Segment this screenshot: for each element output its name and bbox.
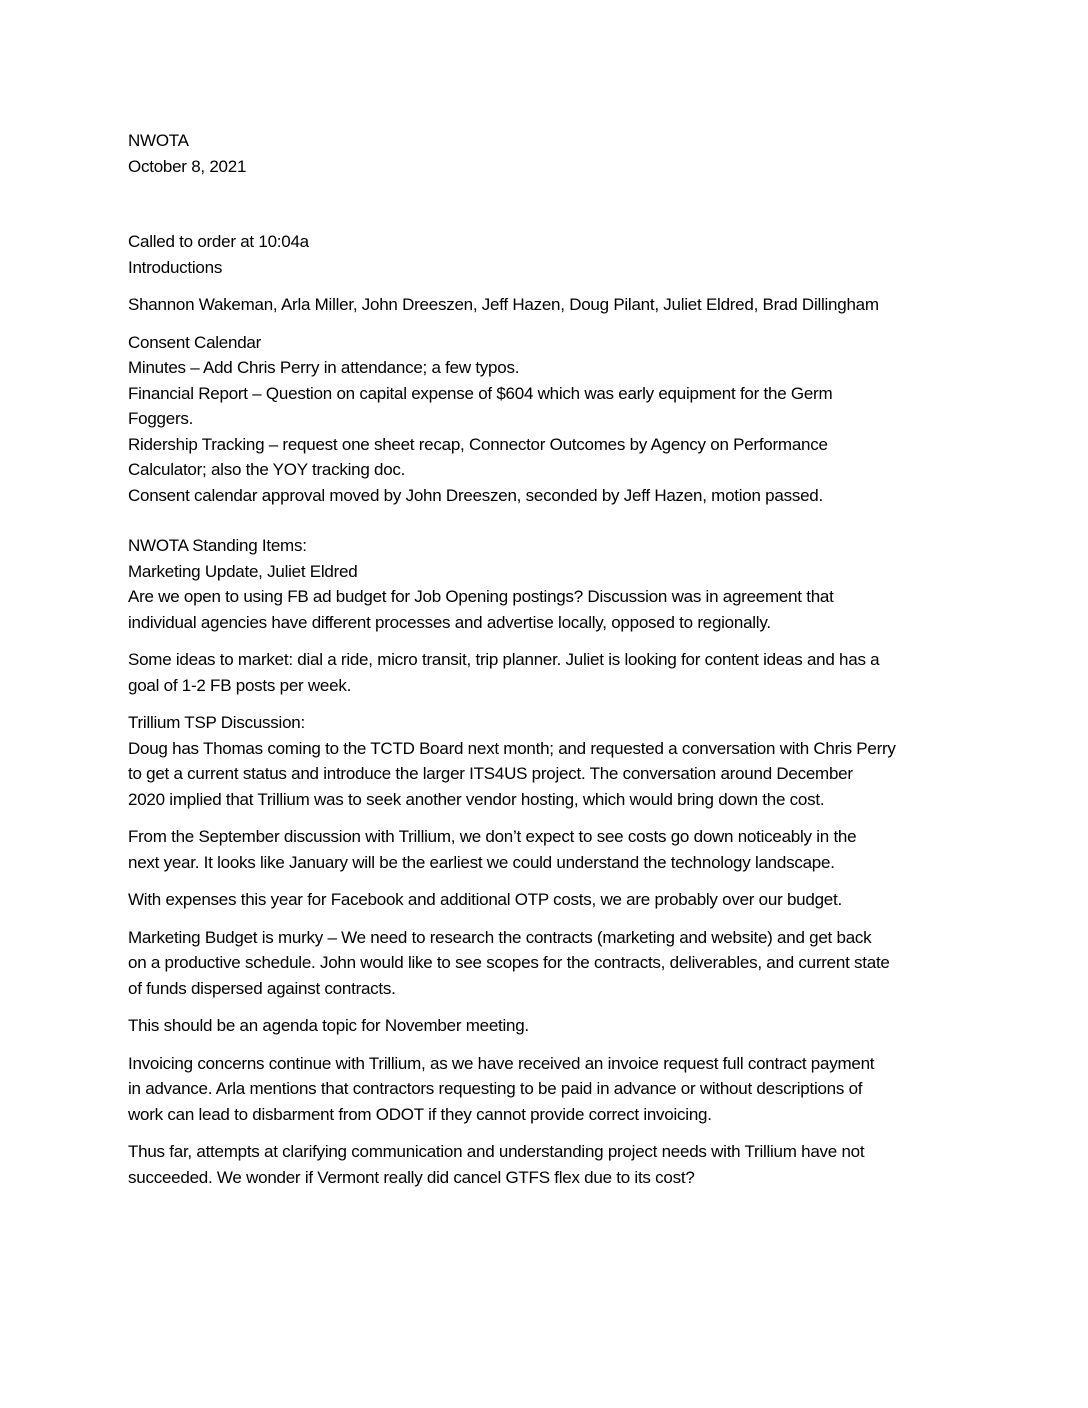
org-name: NWOTA <box>128 131 189 150</box>
attendee-list: Shannon Wakeman, Arla Miller, John Dreeszen, Jeff Hazen, Doug Pilant, Juliet Eldred, Brad Dillingham <box>128 295 879 314</box>
consent-financial-line-2: Foggers. <box>128 409 194 428</box>
standing-heading: NWOTA Standing Items: <box>128 536 307 555</box>
consent-ridership-line-1: Ridership Tracking – request one sheet recap, Connector Outcomes by Agency on Performance <box>128 434 828 454</box>
meeting-date: October 8, 2021 <box>128 156 247 176</box>
budget-paragraph <box>128 925 968 1002</box>
consent-heading: Consent Calendar <box>128 332 262 352</box>
opening <box>128 229 968 280</box>
invoicing-line-3: work can lead to disbarment from ODOT if they cannot provide correct invoicing. <box>128 1104 712 1124</box>
marketing-line-2: individual agencies have different processes and advertise locally, opposed to regionally. <box>128 612 771 632</box>
trillium-line-2: to get a current status and introduce the larger ITS4US project. The conversation around December <box>128 764 853 783</box>
introductions: Introductions <box>128 257 223 277</box>
header <box>128 128 968 179</box>
thus-far-line-1: Thus far, attempts at clarifying communication and understanding project needs with Trillium have not <box>128 1142 865 1161</box>
called-to-order: Called to order at 10:04a <box>128 232 309 251</box>
consent-ridership-line-2: Calculator; also the YOY tracking doc. <box>128 460 406 479</box>
trillium-line-1: Doug has Thomas coming to the TCTD Board next month; and requested a conversation with Chris Perry <box>128 738 896 758</box>
ideas-line-1: Some ideas to market: dial a ride, micro transit, trip planner. Juliet is looking for content ideas and has a <box>128 650 880 669</box>
marketing-update-heading: Marketing Update, Juliet Eldred <box>128 561 358 581</box>
budget-line-3: of funds dispersed against contracts. <box>128 978 396 998</box>
september-line-2: next year. It looks like January will be the earliest we could understand the technology landscape. <box>128 852 835 872</box>
ideas-line-2: goal of 1-2 FB posts per week. <box>128 675 352 695</box>
consent-approval: Consent calendar approval moved by John Dreeszen, seconded by Jeff Hazen, motion passed. <box>128 485 823 505</box>
attendees <box>128 292 968 318</box>
marketing-line-1: Are we open to using FB ad budget for Job Opening postings? Discussion was in agreement that <box>128 587 834 606</box>
agenda-line: This should be an agenda topic for November meeting. <box>128 1016 529 1035</box>
thus-far-paragraph <box>128 1139 968 1190</box>
consent-financial-line-1: Financial Report – Question on capital expense of $604 which was early equipment for the Germ <box>128 383 833 403</box>
expenses-line: With expenses this year for Facebook and additional OTP costs, we are probably over our budget. <box>128 890 842 909</box>
trillium-line-3: 2020 implied that Trillium was to seek another vendor hosting, which would bring down the cost. <box>128 789 825 809</box>
marketing-ideas <box>128 647 968 698</box>
invoicing-line-2: in advance. Arla mentions that contractors requesting to be paid in advance or without descriptions of <box>128 1079 863 1098</box>
trillium-heading: Trillium TSP Discussion: <box>128 713 305 732</box>
consent-calendar <box>128 330 968 509</box>
consent-minutes: Minutes – Add Chris Perry in attendance; a few typos. <box>128 358 520 377</box>
trillium-discussion <box>128 710 968 812</box>
september-line-1: From the September discussion with Trillium, we don’t expect to see costs go down noticeably in the <box>128 827 857 846</box>
budget-line-2: on a productive schedule. John would like to see scopes for the contracts, deliverables, and current state <box>128 953 890 972</box>
invoicing-line-1: Invoicing concerns continue with Trillium, as we have received an invoice request full contract payment <box>128 1053 875 1073</box>
september-paragraph <box>128 824 968 875</box>
thus-far-line-2: succeeded. We wonder if Vermont really did cancel GTFS flex due to its cost? <box>128 1167 695 1187</box>
expenses-paragraph <box>128 887 968 913</box>
invoicing-paragraph <box>128 1051 968 1128</box>
budget-line-1: Marketing Budget is murky – We need to research the contracts (marketing and website) and get back <box>128 927 872 947</box>
standing-items <box>128 533 968 635</box>
meeting-minutes <box>128 128 968 1202</box>
agenda-paragraph <box>128 1013 968 1039</box>
